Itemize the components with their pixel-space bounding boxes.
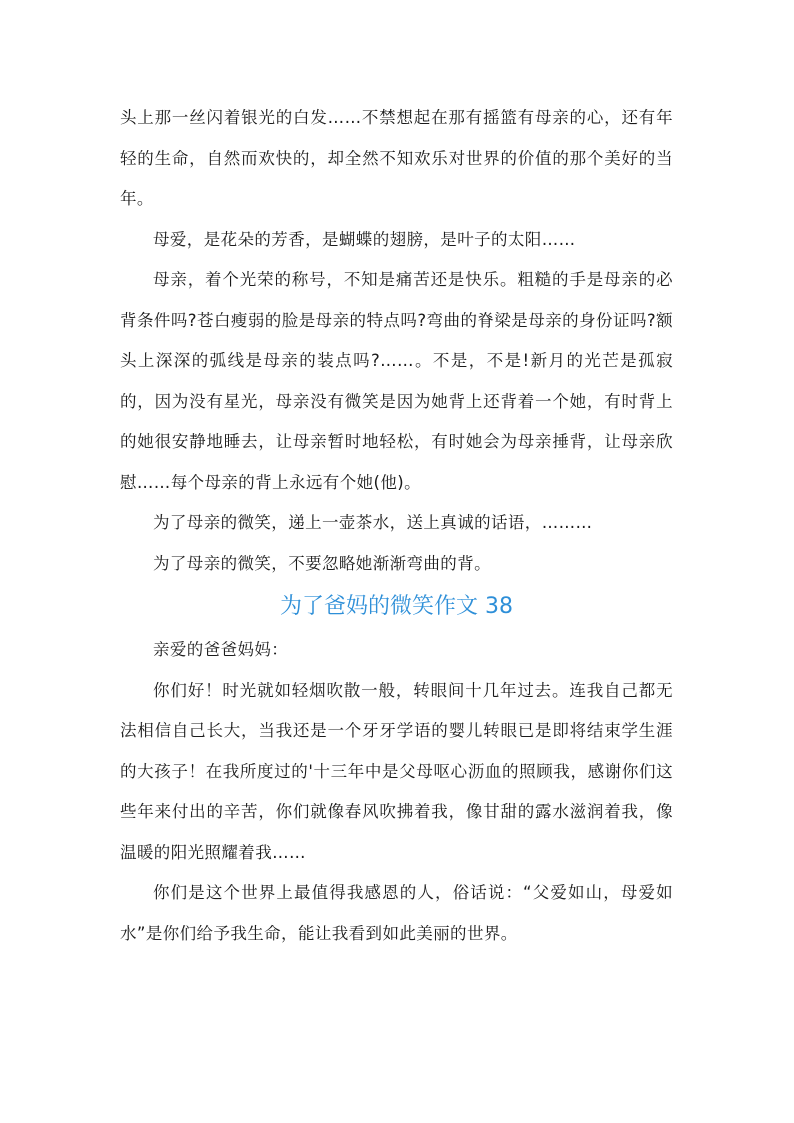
paragraph-salutation: 亲爱的爸爸妈妈： [153,640,289,659]
paragraph-greeting-time: 你们好！时光就如轻烟吹散一般，转眼间十几年过去。连我自己都无法相信自己长大，当我还是一个牙牙学语的婴儿转眼已是即将结束学生涯的大孩子！在我所度过的'十三年中是父母呕心沥血的照顾我，感谢你们这些年来付出的辛苦，你们就像春风吹拂着我，像甘甜的露水滋润着我，像温暖的阳光照耀着我…… [120,680,673,862]
document-page [120,98,673,954]
paragraph-mother-love: 母爱，是花朵的芳香，是蝴蝶的翅膀，是叶子的太阳…… [153,229,576,249]
paragraph-gratitude: 你们是这个世界上最值得我感恩的人，俗话说：“父爱如山，母爱如水”是你们给予我生命，能让我看到如此美丽的世界。 [120,883,673,943]
essay-heading: 为了爸妈的微笑作文 38 [280,594,513,619]
paragraph-mother-title: 母亲，着个光荣的称号，不知是痛苦还是快乐。粗糙的手是母亲的必背条件吗?苍白瘦弱的脸是母亲的特点吗?弯曲的脊梁是母亲的身份证吗?额头上深深的弧线是母亲的装点吗?……。不是，不是!新月的光芒是孤寂的，因为没有星光，母亲没有微笑是因为她背上还背着一个她，有时背上的她很安静地睡去，让母亲暂时地轻松，有时她会为母亲捶背，让母亲欣慰……每个母亲的背上永远有个她(他)。 [120,270,673,492]
paragraph-tea-for-mother: 为了母亲的微笑，递上一壶茶水，送上真诚的话语，……… [153,513,593,532]
paragraph-bent-back: 为了母亲的微笑，不要忽略她渐渐弯曲的背。 [153,553,491,573]
paragraph-continued-gray-hair: 头上那一丝闪着银光的白发……不禁想起在那有摇篮有母亲的心，还有年轻的生命，自然而欢快的，却全然不知欢乐对世界的价值的那个美好的当年。 [120,108,673,208]
